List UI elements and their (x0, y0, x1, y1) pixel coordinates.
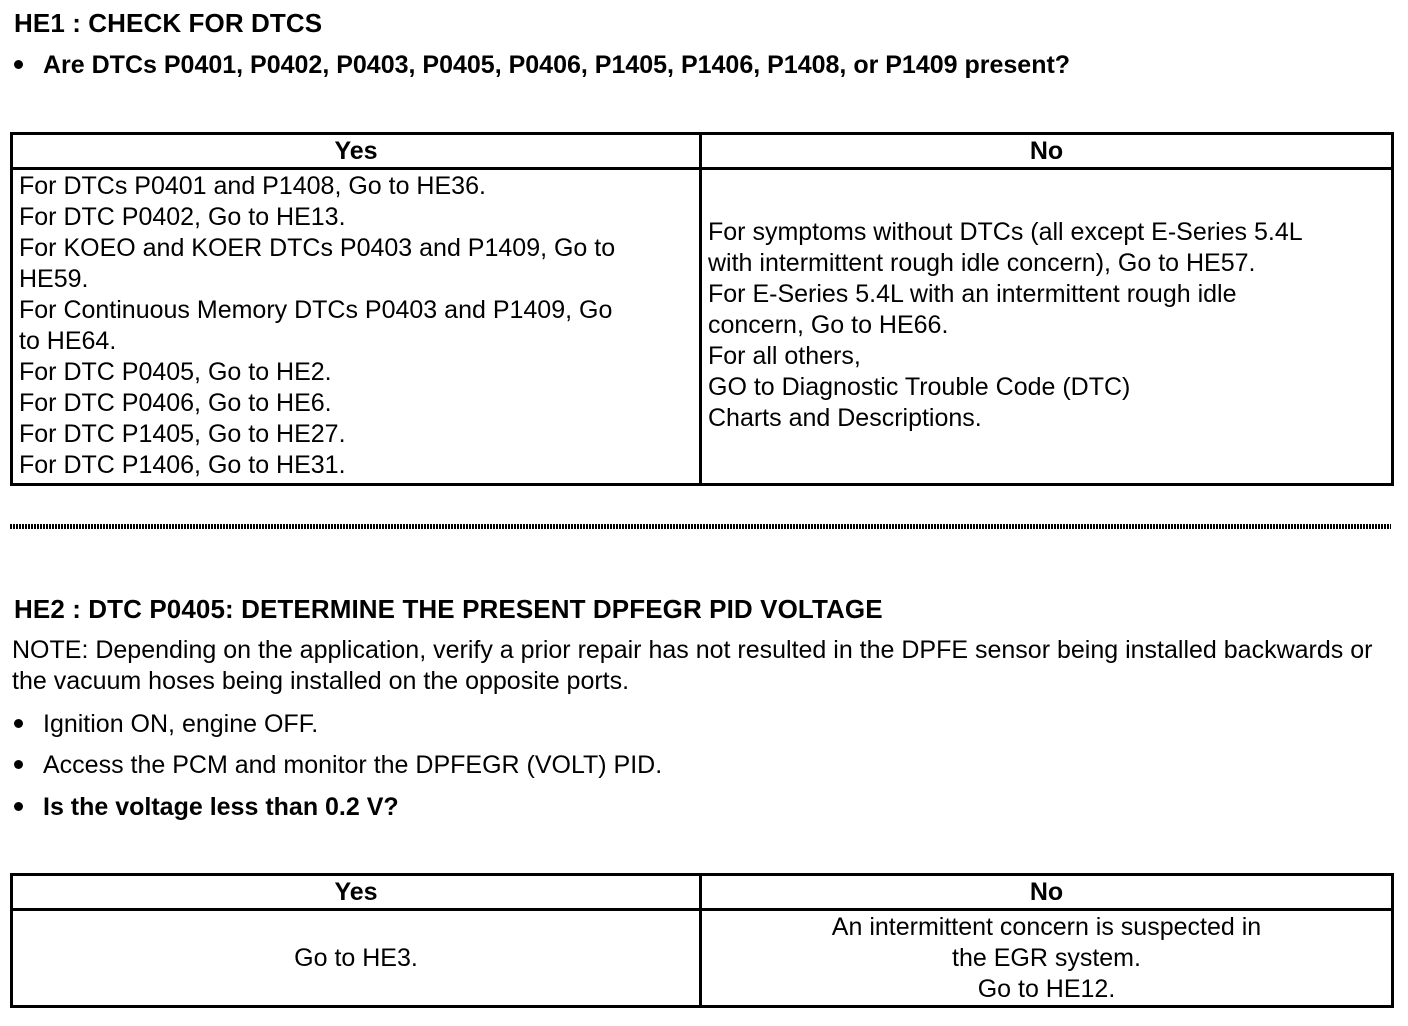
he2-step (12, 709, 318, 739)
he2-step-text: Ignition ON, engine OFF. (43, 710, 319, 738)
he1-yes-line: For DTC P1406, Go to HE31. (19, 451, 346, 479)
he1-yes-line: HE59. (19, 265, 89, 293)
he2-yes-no-table (10, 873, 1394, 1008)
he2-yes-header: Yes (12, 875, 701, 910)
he1-no-line: For E-Series 5.4L with an intermittent rough idle (708, 280, 1237, 308)
he1-question-text: Are DTCs P0401, P0402, P0403, P0405, P0406, P1405, P1406, P1408, or P1409 present? (43, 51, 1071, 79)
he1-no-line: For symptoms without DTCs (all except E-Series 5.4L (708, 218, 1303, 246)
he1-no-cell (701, 169, 1393, 485)
he2-step (12, 750, 662, 780)
he2-step-text: Access the PCM and monitor the DPFEGR (VOLT) PID. (43, 751, 663, 779)
he2-heading: HE2 : DTC P0405: DETERMINE THE PRESENT DPFEGR PID VOLTAGE (14, 594, 883, 624)
he2-question-text: Is the voltage less than 0.2 V? (43, 793, 399, 821)
he1-yes-line: For Continuous Memory DTCs P0403 and P1409, Go (19, 296, 613, 324)
he1-no-line: with intermittent rough idle concern), Go to HE57. (708, 249, 1256, 277)
he1-yes-line: For DTC P1405, Go to HE27. (19, 420, 346, 448)
he1-yes-line: For KOEO and KOER DTCs P0403 and P1409, Go to (19, 234, 616, 262)
he1-no-line: Charts and Descriptions. (708, 404, 982, 432)
bullet-icon (14, 760, 23, 769)
he2-yes-text: Go to HE3. (294, 943, 418, 972)
he1-heading: HE1 : CHECK FOR DTCS (14, 8, 323, 38)
he2-no-line: An intermittent concern is suspected in (831, 912, 1262, 941)
he2-question (12, 792, 399, 822)
he2-no-header: No (701, 875, 1393, 910)
he2-yes-cell (12, 910, 701, 1007)
he1-yes-line: For DTC P0402, Go to HE13. (19, 203, 346, 231)
he1-yes-cell (12, 169, 701, 485)
bullet-icon (14, 60, 23, 69)
he1-yes-line: For DTC P0405, Go to HE2. (19, 358, 332, 386)
he1-yes-line: For DTCs P0401 and P1408, Go to HE36. (19, 172, 486, 200)
bullet-icon (14, 802, 23, 811)
he1-yes-header: Yes (12, 134, 701, 169)
he1-no-line: For all others, (708, 342, 861, 370)
he2-table-header-row (12, 875, 1393, 910)
he1-yes-line: For DTC P0406, Go to HE6. (19, 389, 332, 417)
he1-no-header: No (701, 134, 1393, 169)
he2-no-cell (701, 910, 1393, 1007)
he2-no-line: Go to HE12. (977, 974, 1116, 1003)
he1-yes-no-table (10, 132, 1394, 486)
he1-table-body-row (12, 169, 1393, 485)
he2-no-line: the EGR system. (952, 943, 1141, 972)
he2-note: NOTE: Depending on the application, verify a prior repair has not resulted in the DPFE sensor being installed backwards or the vacuum hoses being installed on the opposite ports. (12, 636, 1373, 695)
he1-yes-line: to HE64. (19, 327, 117, 355)
he1-no-line: GO to Diagnostic Trouble Code (DTC) (708, 373, 1131, 401)
he2-table-body-row (12, 910, 1393, 1007)
he1-table-header-row (12, 134, 1393, 169)
he1-no-line: concern, Go to HE66. (708, 311, 949, 339)
section-divider (10, 524, 1391, 529)
bullet-icon (14, 719, 23, 728)
he1-question (12, 50, 1070, 80)
